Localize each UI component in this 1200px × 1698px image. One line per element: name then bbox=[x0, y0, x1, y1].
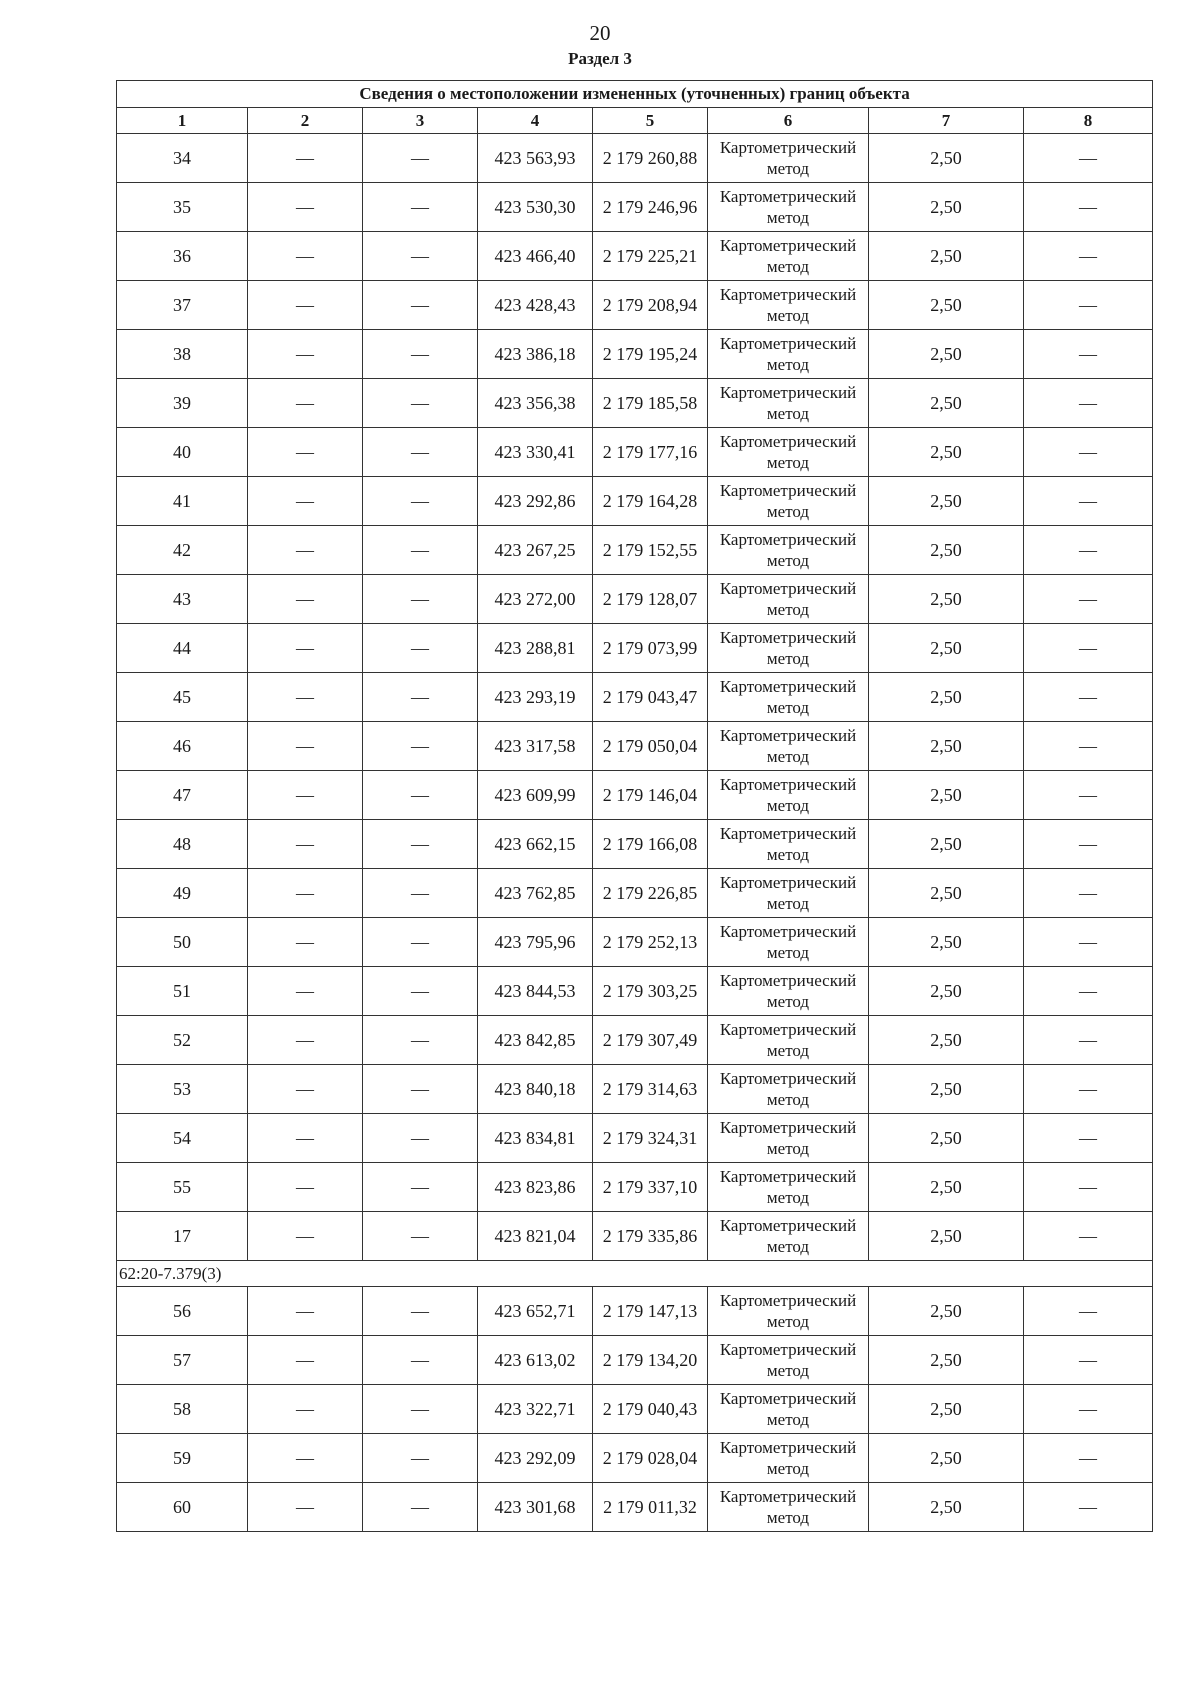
col-8-value: — bbox=[1024, 379, 1153, 428]
col-8-value: — bbox=[1024, 428, 1153, 477]
method: Картометрический метод bbox=[708, 281, 869, 330]
method: Картометрический метод bbox=[708, 967, 869, 1016]
y-coordinate: 2 179 208,94 bbox=[593, 281, 708, 330]
y-coordinate: 2 179 324,31 bbox=[593, 1114, 708, 1163]
x-coordinate: 423 292,09 bbox=[478, 1434, 593, 1483]
accuracy: 2,50 bbox=[869, 232, 1024, 281]
col-2-value: — bbox=[248, 820, 363, 869]
table-row bbox=[117, 1163, 1153, 1212]
col-3-value: — bbox=[363, 673, 478, 722]
point-number: 34 bbox=[117, 134, 248, 183]
accuracy: 2,50 bbox=[869, 526, 1024, 575]
col-2-value: — bbox=[248, 771, 363, 820]
col-8-value: — bbox=[1024, 820, 1153, 869]
col-3-value: — bbox=[363, 869, 478, 918]
col-8-value: — bbox=[1024, 967, 1153, 1016]
x-coordinate: 423 823,86 bbox=[478, 1163, 593, 1212]
method: Картометрический метод bbox=[708, 722, 869, 771]
table-row bbox=[117, 379, 1153, 428]
accuracy: 2,50 bbox=[869, 477, 1024, 526]
x-coordinate: 423 317,58 bbox=[478, 722, 593, 771]
col-8-value: — bbox=[1024, 673, 1153, 722]
col-3-value: — bbox=[363, 477, 478, 526]
col-3-value: — bbox=[363, 624, 478, 673]
col-3-value: — bbox=[363, 526, 478, 575]
y-coordinate: 2 179 177,16 bbox=[593, 428, 708, 477]
col-3-value: — bbox=[363, 134, 478, 183]
y-coordinate: 2 179 073,99 bbox=[593, 624, 708, 673]
col-3-value: — bbox=[363, 771, 478, 820]
point-number: 37 bbox=[117, 281, 248, 330]
point-number: 53 bbox=[117, 1065, 248, 1114]
table-row bbox=[117, 771, 1153, 820]
table-row bbox=[117, 722, 1153, 771]
col-8-value: — bbox=[1024, 575, 1153, 624]
col-2-value: — bbox=[248, 1483, 363, 1532]
accuracy: 2,50 bbox=[869, 1212, 1024, 1261]
page-number: 20 bbox=[589, 21, 611, 45]
method: Картометрический метод bbox=[708, 330, 869, 379]
accuracy: 2,50 bbox=[869, 1287, 1024, 1336]
col-3-value: — bbox=[363, 1385, 478, 1434]
col-2-value: — bbox=[248, 183, 363, 232]
column-number-6: 6 bbox=[708, 108, 869, 134]
col-8-value: — bbox=[1024, 330, 1153, 379]
point-number: 58 bbox=[117, 1385, 248, 1434]
table-row bbox=[117, 1114, 1153, 1163]
table-row bbox=[117, 1483, 1153, 1532]
accuracy: 2,50 bbox=[869, 281, 1024, 330]
y-coordinate: 2 179 314,63 bbox=[593, 1065, 708, 1114]
col-2-value: — bbox=[248, 477, 363, 526]
x-coordinate: 423 834,81 bbox=[478, 1114, 593, 1163]
col-8-value: — bbox=[1024, 918, 1153, 967]
accuracy: 2,50 bbox=[869, 1385, 1024, 1434]
accuracy: 2,50 bbox=[869, 134, 1024, 183]
col-2-value: — bbox=[248, 1212, 363, 1261]
x-coordinate: 423 662,15 bbox=[478, 820, 593, 869]
y-coordinate: 2 179 147,13 bbox=[593, 1287, 708, 1336]
table-row bbox=[117, 1212, 1153, 1261]
method: Картометрический метод bbox=[708, 771, 869, 820]
method: Картометрический метод bbox=[708, 1212, 869, 1261]
col-3-value: — bbox=[363, 183, 478, 232]
method: Картометрический метод bbox=[708, 1483, 869, 1532]
accuracy: 2,50 bbox=[869, 379, 1024, 428]
method: Картометрический метод bbox=[708, 918, 869, 967]
col-2-value: — bbox=[248, 624, 363, 673]
col-8-value: — bbox=[1024, 526, 1153, 575]
x-coordinate: 423 840,18 bbox=[478, 1065, 593, 1114]
method: Картометрический метод bbox=[708, 232, 869, 281]
table-row bbox=[117, 477, 1153, 526]
y-coordinate: 2 179 260,88 bbox=[593, 134, 708, 183]
col-2-value: — bbox=[248, 428, 363, 477]
accuracy: 2,50 bbox=[869, 624, 1024, 673]
col-2-value: — bbox=[248, 1287, 363, 1336]
col-8-value: — bbox=[1024, 869, 1153, 918]
col-8-value: — bbox=[1024, 624, 1153, 673]
x-coordinate: 423 386,18 bbox=[478, 330, 593, 379]
column-number-8: 8 bbox=[1024, 108, 1153, 134]
x-coordinate: 423 613,02 bbox=[478, 1336, 593, 1385]
method: Картометрический метод bbox=[708, 1065, 869, 1114]
x-coordinate: 423 301,68 bbox=[478, 1483, 593, 1532]
col-8-value: — bbox=[1024, 1016, 1153, 1065]
y-coordinate: 2 179 164,28 bbox=[593, 477, 708, 526]
y-coordinate: 2 179 226,85 bbox=[593, 869, 708, 918]
method: Картометрический метод bbox=[708, 1385, 869, 1434]
table-row bbox=[117, 526, 1153, 575]
y-coordinate: 2 179 040,43 bbox=[593, 1385, 708, 1434]
x-coordinate: 423 821,04 bbox=[478, 1212, 593, 1261]
column-number-3: 3 bbox=[363, 108, 478, 134]
col-3-value: — bbox=[363, 575, 478, 624]
col-2-value: — bbox=[248, 232, 363, 281]
method: Картометрический метод bbox=[708, 624, 869, 673]
x-coordinate: 423 293,19 bbox=[478, 673, 593, 722]
col-3-value: — bbox=[363, 1016, 478, 1065]
point-number: 17 bbox=[117, 1212, 248, 1261]
point-number: 56 bbox=[117, 1287, 248, 1336]
point-number: 35 bbox=[117, 183, 248, 232]
col-3-value: — bbox=[363, 722, 478, 771]
method: Картометрический метод bbox=[708, 477, 869, 526]
col-2-value: — bbox=[248, 1434, 363, 1483]
y-coordinate: 2 179 225,21 bbox=[593, 232, 708, 281]
col-2-value: — bbox=[248, 673, 363, 722]
col-2-value: — bbox=[248, 1163, 363, 1212]
accuracy: 2,50 bbox=[869, 1114, 1024, 1163]
col-2-value: — bbox=[248, 379, 363, 428]
accuracy: 2,50 bbox=[869, 869, 1024, 918]
col-2-value: — bbox=[248, 134, 363, 183]
y-coordinate: 2 179 128,07 bbox=[593, 575, 708, 624]
point-number: 60 bbox=[117, 1483, 248, 1532]
column-number-1: 1 bbox=[117, 108, 248, 134]
col-8-value: — bbox=[1024, 771, 1153, 820]
x-coordinate: 423 330,41 bbox=[478, 428, 593, 477]
point-number: 57 bbox=[117, 1336, 248, 1385]
y-coordinate: 2 179 028,04 bbox=[593, 1434, 708, 1483]
x-coordinate: 423 795,96 bbox=[478, 918, 593, 967]
point-number: 51 bbox=[117, 967, 248, 1016]
table-row bbox=[117, 967, 1153, 1016]
x-coordinate: 423 272,00 bbox=[478, 575, 593, 624]
method: Картометрический метод bbox=[708, 575, 869, 624]
x-coordinate: 423 842,85 bbox=[478, 1016, 593, 1065]
table-row bbox=[117, 1385, 1153, 1434]
x-coordinate: 423 609,99 bbox=[478, 771, 593, 820]
col-3-value: — bbox=[363, 918, 478, 967]
col-8-value: — bbox=[1024, 722, 1153, 771]
y-coordinate: 2 179 337,10 bbox=[593, 1163, 708, 1212]
column-number-5: 5 bbox=[593, 108, 708, 134]
col-2-value: — bbox=[248, 1385, 363, 1434]
column-number-4: 4 bbox=[478, 108, 593, 134]
method: Картометрический метод bbox=[708, 1287, 869, 1336]
point-number: 49 bbox=[117, 869, 248, 918]
y-coordinate: 2 179 146,04 bbox=[593, 771, 708, 820]
table-row bbox=[117, 1065, 1153, 1114]
col-3-value: — bbox=[363, 428, 478, 477]
col-3-value: — bbox=[363, 967, 478, 1016]
col-8-value: — bbox=[1024, 281, 1153, 330]
col-2-value: — bbox=[248, 869, 363, 918]
accuracy: 2,50 bbox=[869, 1483, 1024, 1532]
col-3-value: — bbox=[363, 1212, 478, 1261]
y-coordinate: 2 179 303,25 bbox=[593, 967, 708, 1016]
section-title: Раздел 3 bbox=[568, 49, 632, 68]
method: Картометрический метод bbox=[708, 820, 869, 869]
accuracy: 2,50 bbox=[869, 722, 1024, 771]
method: Картометрический метод bbox=[708, 673, 869, 722]
point-number: 50 bbox=[117, 918, 248, 967]
table-row bbox=[117, 624, 1153, 673]
col-3-value: — bbox=[363, 281, 478, 330]
x-coordinate: 423 652,71 bbox=[478, 1287, 593, 1336]
group-label: 62:20-7.379(3) bbox=[117, 1261, 1153, 1287]
col-8-value: — bbox=[1024, 232, 1153, 281]
col-8-value: — bbox=[1024, 1385, 1153, 1434]
col-2-value: — bbox=[248, 1336, 363, 1385]
method: Картометрический метод bbox=[708, 1163, 869, 1212]
point-number: 52 bbox=[117, 1016, 248, 1065]
y-coordinate: 2 179 043,47 bbox=[593, 673, 708, 722]
col-8-value: — bbox=[1024, 1287, 1153, 1336]
y-coordinate: 2 179 152,55 bbox=[593, 526, 708, 575]
col-3-value: — bbox=[363, 1336, 478, 1385]
table-body bbox=[117, 134, 1153, 1532]
table-row bbox=[117, 1336, 1153, 1385]
method: Картометрический метод bbox=[708, 869, 869, 918]
table-row bbox=[117, 1016, 1153, 1065]
accuracy: 2,50 bbox=[869, 820, 1024, 869]
table-row bbox=[117, 1287, 1153, 1336]
y-coordinate: 2 179 307,49 bbox=[593, 1016, 708, 1065]
point-number: 44 bbox=[117, 624, 248, 673]
table-row bbox=[117, 183, 1153, 232]
method: Картометрический метод bbox=[708, 183, 869, 232]
table-row bbox=[117, 428, 1153, 477]
point-number: 36 bbox=[117, 232, 248, 281]
x-coordinate: 423 267,25 bbox=[478, 526, 593, 575]
accuracy: 2,50 bbox=[869, 771, 1024, 820]
col-3-value: — bbox=[363, 1483, 478, 1532]
point-number: 54 bbox=[117, 1114, 248, 1163]
method: Картометрический метод bbox=[708, 1434, 869, 1483]
col-8-value: — bbox=[1024, 477, 1153, 526]
col-2-value: — bbox=[248, 281, 363, 330]
x-coordinate: 423 466,40 bbox=[478, 232, 593, 281]
table-row bbox=[117, 575, 1153, 624]
boundary-coordinates-table bbox=[116, 80, 1153, 1532]
col-2-value: — bbox=[248, 722, 363, 771]
point-number: 48 bbox=[117, 820, 248, 869]
point-number: 38 bbox=[117, 330, 248, 379]
x-coordinate: 423 563,93 bbox=[478, 134, 593, 183]
method: Картометрический метод bbox=[708, 379, 869, 428]
column-number-row bbox=[117, 108, 1153, 134]
col-2-value: — bbox=[248, 918, 363, 967]
y-coordinate: 2 179 335,86 bbox=[593, 1212, 708, 1261]
col-3-value: — bbox=[363, 1065, 478, 1114]
col-2-value: — bbox=[248, 330, 363, 379]
y-coordinate: 2 179 011,32 bbox=[593, 1483, 708, 1532]
x-coordinate: 423 762,85 bbox=[478, 869, 593, 918]
accuracy: 2,50 bbox=[869, 575, 1024, 624]
accuracy: 2,50 bbox=[869, 1434, 1024, 1483]
col-3-value: — bbox=[363, 1434, 478, 1483]
x-coordinate: 423 288,81 bbox=[478, 624, 593, 673]
x-coordinate: 423 292,86 bbox=[478, 477, 593, 526]
col-8-value: — bbox=[1024, 1212, 1153, 1261]
y-coordinate: 2 179 134,20 bbox=[593, 1336, 708, 1385]
col-3-value: — bbox=[363, 1163, 478, 1212]
y-coordinate: 2 179 166,08 bbox=[593, 820, 708, 869]
method: Картометрический метод bbox=[708, 428, 869, 477]
col-8-value: — bbox=[1024, 1163, 1153, 1212]
accuracy: 2,50 bbox=[869, 330, 1024, 379]
table-row bbox=[117, 281, 1153, 330]
point-number: 42 bbox=[117, 526, 248, 575]
col-2-value: — bbox=[248, 967, 363, 1016]
y-coordinate: 2 179 252,13 bbox=[593, 918, 708, 967]
y-coordinate: 2 179 246,96 bbox=[593, 183, 708, 232]
column-number-7: 7 bbox=[869, 108, 1024, 134]
col-2-value: — bbox=[248, 1065, 363, 1114]
col-8-value: — bbox=[1024, 183, 1153, 232]
table-row bbox=[117, 673, 1153, 722]
accuracy: 2,50 bbox=[869, 673, 1024, 722]
accuracy: 2,50 bbox=[869, 918, 1024, 967]
col-8-value: — bbox=[1024, 134, 1153, 183]
point-number: 59 bbox=[117, 1434, 248, 1483]
col-8-value: — bbox=[1024, 1434, 1153, 1483]
table-row bbox=[117, 918, 1153, 967]
y-coordinate: 2 179 195,24 bbox=[593, 330, 708, 379]
point-number: 45 bbox=[117, 673, 248, 722]
col-3-value: — bbox=[363, 379, 478, 428]
accuracy: 2,50 bbox=[869, 183, 1024, 232]
point-number: 55 bbox=[117, 1163, 248, 1212]
table-row bbox=[117, 330, 1153, 379]
accuracy: 2,50 bbox=[869, 1336, 1024, 1385]
point-number: 43 bbox=[117, 575, 248, 624]
point-number: 46 bbox=[117, 722, 248, 771]
col-2-value: — bbox=[248, 526, 363, 575]
x-coordinate: 423 530,30 bbox=[478, 183, 593, 232]
col-3-value: — bbox=[363, 820, 478, 869]
col-8-value: — bbox=[1024, 1114, 1153, 1163]
col-3-value: — bbox=[363, 1114, 478, 1163]
x-coordinate: 423 322,71 bbox=[478, 1385, 593, 1434]
col-3-value: — bbox=[363, 1287, 478, 1336]
point-number: 41 bbox=[117, 477, 248, 526]
y-coordinate: 2 179 185,58 bbox=[593, 379, 708, 428]
method: Картометрический метод bbox=[708, 1016, 869, 1065]
col-8-value: — bbox=[1024, 1336, 1153, 1385]
accuracy: 2,50 bbox=[869, 1163, 1024, 1212]
accuracy: 2,50 bbox=[869, 428, 1024, 477]
x-coordinate: 423 844,53 bbox=[478, 967, 593, 1016]
col-8-value: — bbox=[1024, 1483, 1153, 1532]
point-number: 47 bbox=[117, 771, 248, 820]
col-3-value: — bbox=[363, 232, 478, 281]
accuracy: 2,50 bbox=[869, 1065, 1024, 1114]
col-3-value: — bbox=[363, 330, 478, 379]
point-number: 40 bbox=[117, 428, 248, 477]
column-number-2: 2 bbox=[248, 108, 363, 134]
x-coordinate: 423 356,38 bbox=[478, 379, 593, 428]
table-caption: Сведения о местоположении измененных (уточненных) границ объекта bbox=[117, 81, 1153, 108]
col-2-value: — bbox=[248, 575, 363, 624]
table-row bbox=[117, 232, 1153, 281]
x-coordinate: 423 428,43 bbox=[478, 281, 593, 330]
accuracy: 2,50 bbox=[869, 967, 1024, 1016]
method: Картометрический метод bbox=[708, 1336, 869, 1385]
method: Картометрический метод bbox=[708, 1114, 869, 1163]
table-row bbox=[117, 134, 1153, 183]
method: Картометрический метод bbox=[708, 134, 869, 183]
point-number: 39 bbox=[117, 379, 248, 428]
group-row bbox=[117, 1261, 1153, 1287]
table-row bbox=[117, 869, 1153, 918]
accuracy: 2,50 bbox=[869, 1016, 1024, 1065]
col-8-value: — bbox=[1024, 1065, 1153, 1114]
y-coordinate: 2 179 050,04 bbox=[593, 722, 708, 771]
col-2-value: — bbox=[248, 1114, 363, 1163]
col-2-value: — bbox=[248, 1016, 363, 1065]
table-row bbox=[117, 820, 1153, 869]
table-row bbox=[117, 1434, 1153, 1483]
method: Картометрический метод bbox=[708, 526, 869, 575]
